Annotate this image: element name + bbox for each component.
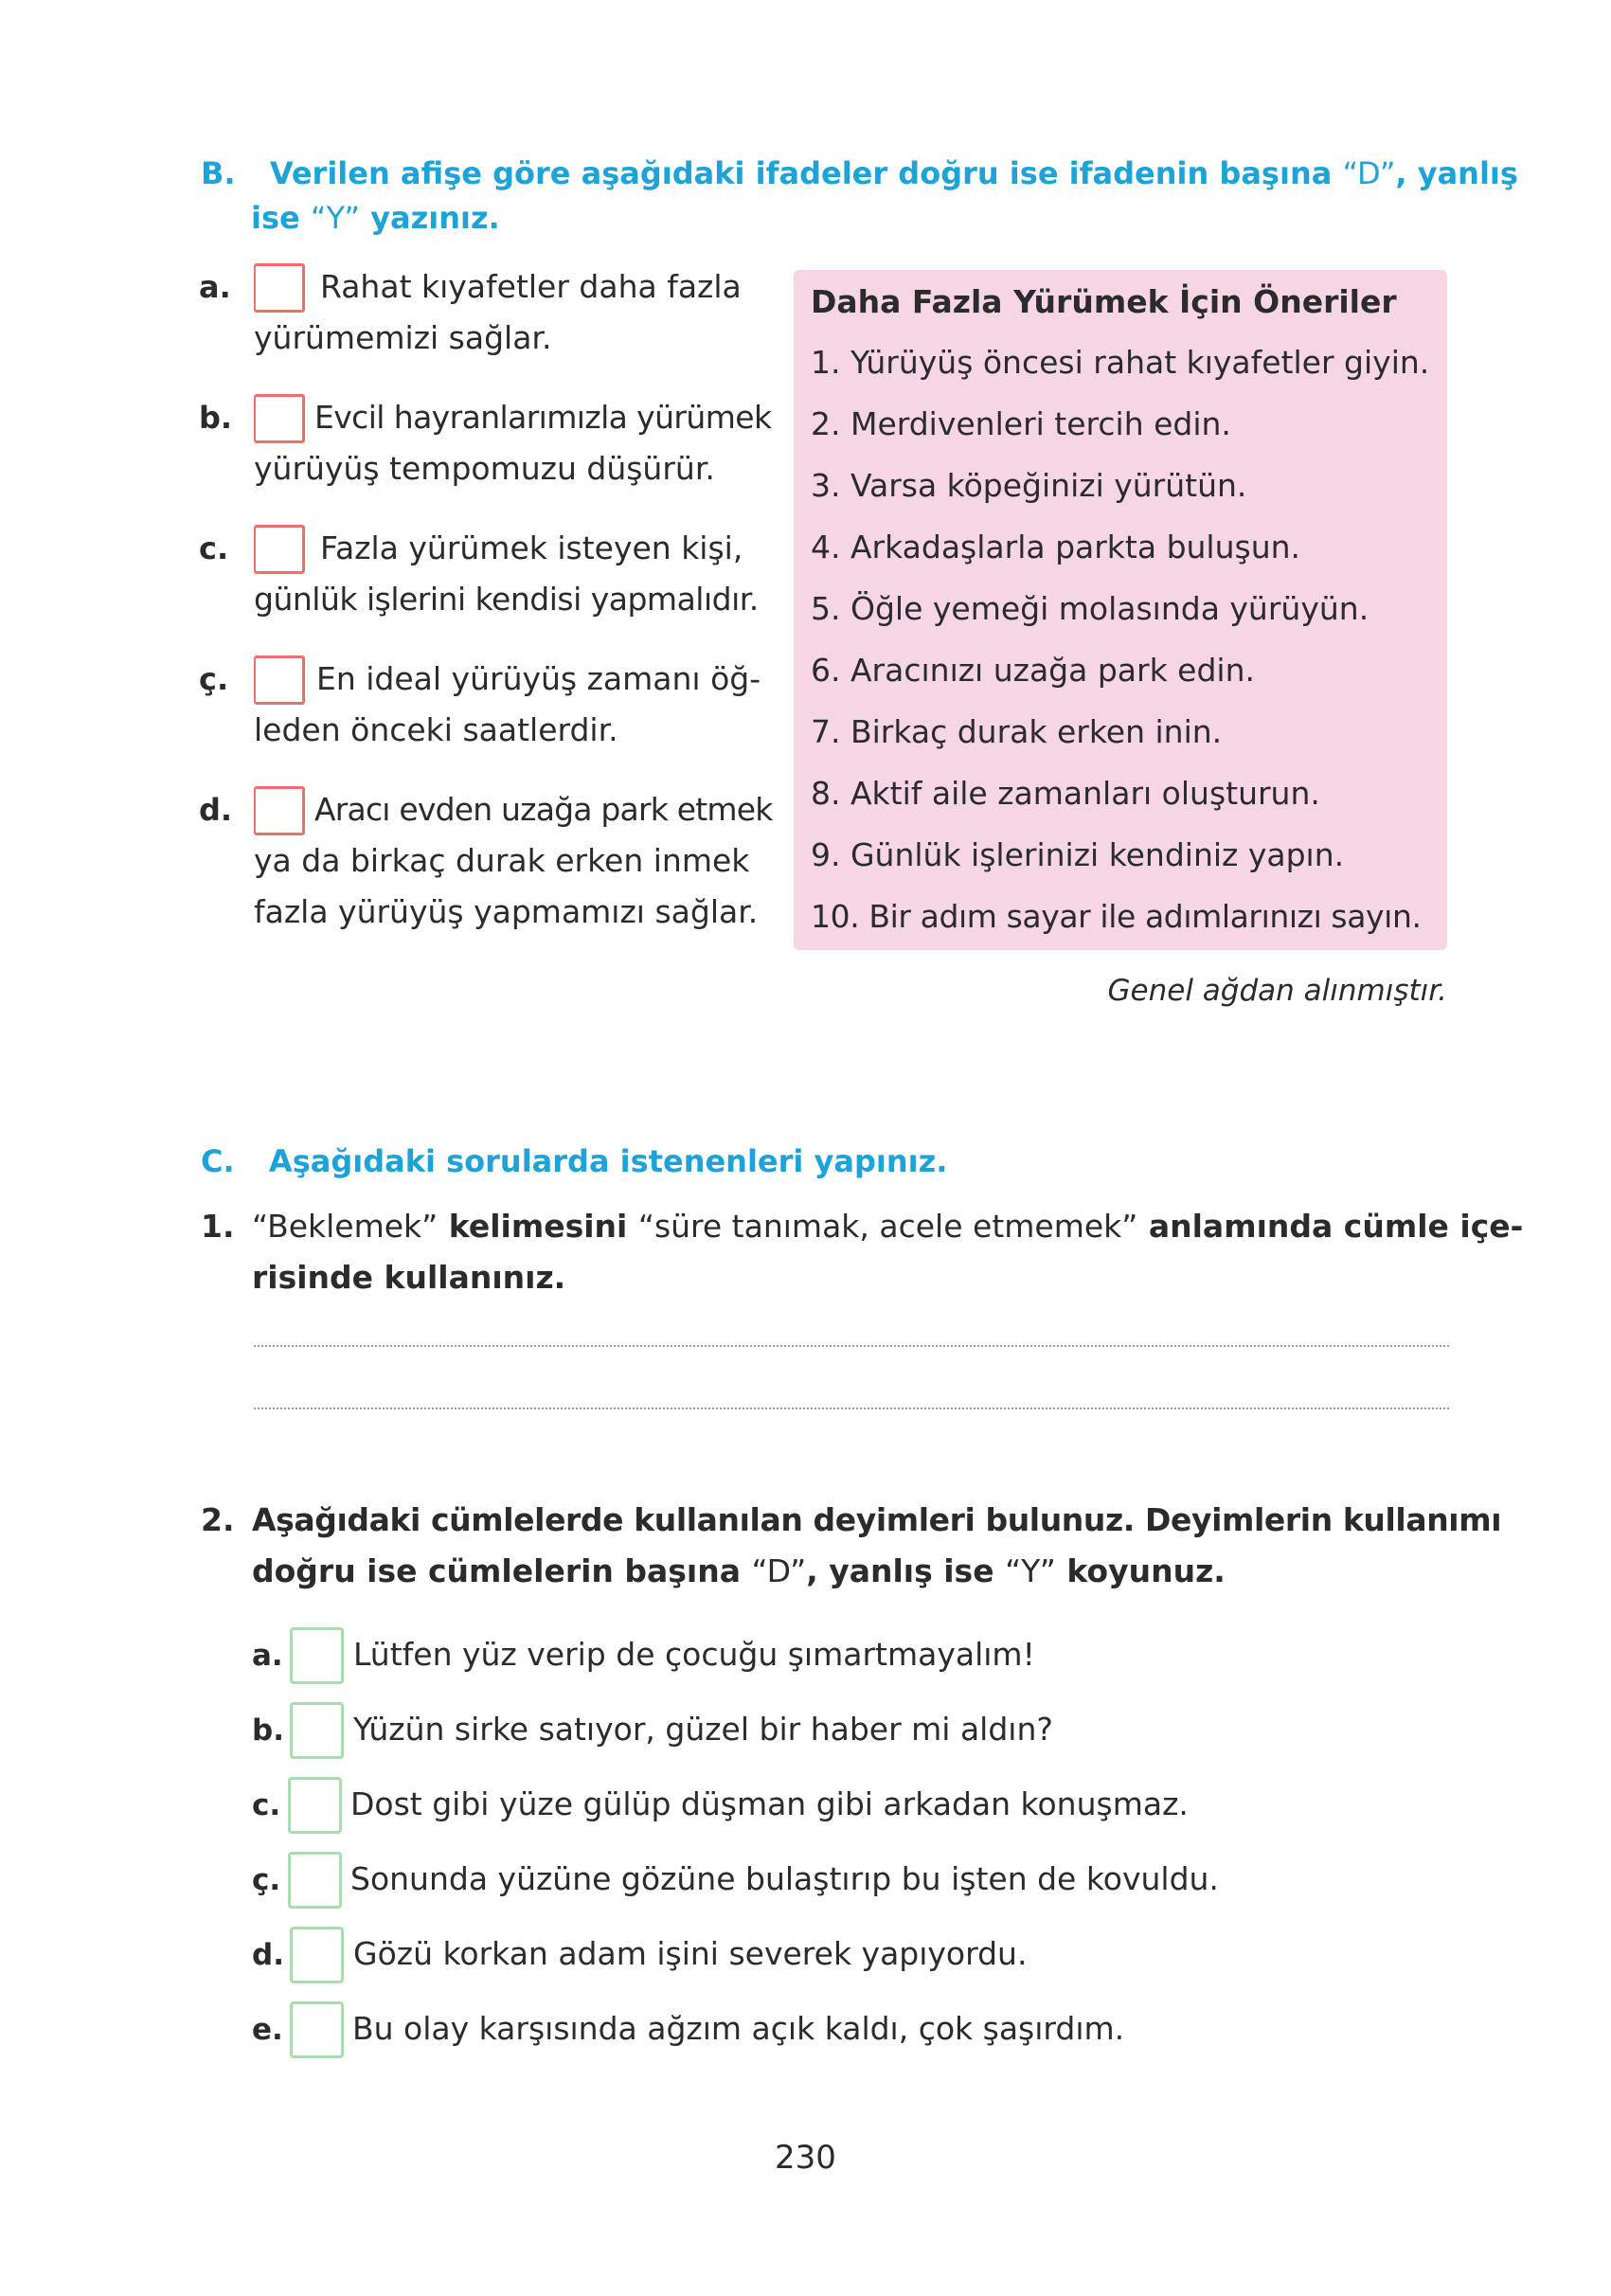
question-2-y-mark: “Y” (1005, 1552, 1056, 1589)
section-c-title-text: Aşağıdaki sorularda istenenleri yapınız. (268, 1143, 948, 1179)
section-b-title-part2: , yanlış (1395, 155, 1518, 191)
section-b-y-mark: “Y” (310, 200, 360, 236)
poster-item: 5. Öğle yemeği molasında yürüyün. (811, 590, 1369, 627)
section-b-title (201, 152, 1518, 241)
answer-box[interactable] (288, 1777, 342, 1834)
question-1-number: 1. (201, 1208, 235, 1245)
question-2-line2-part2: , yanlış ise (806, 1552, 1006, 1589)
section-c-letter: C. (201, 1143, 235, 1179)
answer-line[interactable] (254, 1345, 1449, 1347)
question-1-text (252, 1201, 1524, 1303)
answer-line[interactable] (254, 1408, 1449, 1409)
statement-line1: En ideal yürüyüş zamanı öğ- (316, 660, 761, 697)
idiom-item (252, 1777, 1294, 1834)
section-b-letter: B. (201, 155, 236, 191)
question-2-line2-part1: doğru ise cümlelerin başına (252, 1552, 752, 1589)
answer-box[interactable] (254, 786, 305, 835)
idiom-text: Bu olay karşısında ağzım açık kaldı, çok şaşırdım. (352, 2010, 1125, 2047)
poster-item: 10. Bir adım sayar ile adımlarınızı sayın. (811, 898, 1422, 935)
statement-line3: fazla yürüyüş yapmamızı sağlar. (254, 893, 759, 930)
statement-line1: Rahat kıyafetler daha fazla (320, 268, 742, 305)
statement-letter: b. (199, 400, 233, 436)
question-1-quote1: “Beklemek” (252, 1208, 439, 1245)
answer-box[interactable] (290, 1702, 344, 1759)
section-c-title (201, 1139, 947, 1184)
poster-item: 7. Birkaç durak erken inin. (811, 713, 1223, 750)
statement-line2: günlük işlerini kendisi yapmalıdır. (254, 581, 759, 618)
poster-item: 9. Günlük işlerinizi kendiniz yapın. (811, 836, 1345, 873)
idiom-item (252, 1927, 1294, 1983)
section-b-title-line2-part1: ise (251, 200, 311, 236)
idiom-letter: d. (252, 1938, 284, 1972)
answer-box[interactable] (254, 263, 305, 313)
question-2-line1: Aşağıdaki cümlelerde kullanılan deyimleri bulunuz. Deyimlerin kullanımı (252, 1501, 1502, 1538)
idiom-letter: e. (252, 2013, 283, 2047)
statement-line2: ya da birkaç durak erken inmek (254, 842, 750, 879)
idiom-letter: a. (252, 1639, 283, 1673)
idiom-list (252, 1627, 1294, 2063)
question-2-text (252, 1495, 1502, 1597)
idiom-text: Lütfen yüz verip de çocuğu şımartmayalım! (353, 1636, 1035, 1673)
question-1-bold2: anlamında cümle içe- (1137, 1208, 1524, 1245)
idiom-letter: c. (252, 1788, 281, 1822)
poster-source: Genel ağdan alınmıştır. (1107, 974, 1447, 1008)
question-2-d-mark: “D” (751, 1552, 807, 1589)
statement-letter: ç. (199, 661, 229, 697)
idiom-text: Yüzün sirke satıyor, güzel bir haber mi aldın? (353, 1711, 1053, 1748)
answer-box[interactable] (254, 394, 305, 443)
statement-line2: yürüyüş tempomuzu düşürür. (254, 450, 715, 487)
section-b-title-line2-part2: yazınız. (360, 200, 500, 236)
poster (794, 270, 1447, 950)
answer-box[interactable] (254, 655, 305, 705)
answer-box[interactable] (254, 525, 305, 574)
statement-letter: a. (199, 269, 231, 305)
section-b-d-mark: “D” (1342, 155, 1396, 191)
statement-line2: yürümemizi sağlar. (254, 319, 552, 356)
page-number: 230 (775, 2139, 836, 2177)
answer-box[interactable] (290, 2001, 344, 2058)
poster-item: 8. Aktif aile zamanları oluşturun. (811, 775, 1320, 812)
answer-box[interactable] (290, 1927, 344, 1983)
statement-line1: Aracı evden uzağa park etmek (314, 791, 773, 828)
idiom-text: Dost gibi yüze gülüp düşman gibi arkadan konuşmaz. (350, 1785, 1189, 1822)
idiom-text: Gözü korkan adam işini severek yapıyordu. (353, 1935, 1028, 1972)
idiom-item (252, 1702, 1294, 1759)
idiom-item (252, 2001, 1294, 2058)
poster-item: 6. Aracınızı uzağa park edin. (811, 652, 1255, 689)
statement-line2: leden önceki saatlerdir. (254, 711, 618, 748)
question-1-line2: risinde kullanınız. (252, 1259, 566, 1296)
poster-item: 4. Arkadaşlarla parkta buluşun. (811, 529, 1301, 565)
poster-item: 3. Varsa köpeğinizi yürütün. (811, 467, 1247, 504)
idiom-item (252, 1852, 1294, 1909)
statement-letter: d. (199, 792, 233, 828)
answer-box[interactable] (288, 1852, 342, 1909)
question-2-number: 2. (201, 1501, 235, 1538)
question-1-quote2: “süre tanımak, acele etmemek” (637, 1208, 1138, 1245)
answer-box[interactable] (290, 1627, 344, 1684)
poster-item: 2. Merdivenleri tercih edin. (811, 405, 1231, 442)
poster-item: 1. Yürüyüş öncesi rahat kıyafetler giyin. (811, 344, 1430, 381)
idiom-text: Sonunda yüzüne gözüne bulaştırıp bu işten de kovuldu. (350, 1860, 1219, 1897)
section-b-title-part1: Verilen afişe göre aşağıdaki ifadeler doğru ise ifadenin başına (269, 155, 1343, 191)
question-1-bold1: kelimesini (438, 1208, 638, 1245)
statement-letter: c. (199, 530, 229, 566)
poster-title: Daha Fazla Yürümek İçin Öneriler (811, 283, 1397, 320)
question-2-line2-part3: koyunuz. (1055, 1552, 1226, 1589)
statement-line1: Fazla yürümek isteyen kişi, (320, 529, 743, 566)
idiom-letter: b. (252, 1713, 284, 1748)
statement-list (199, 261, 773, 943)
idiom-item (252, 1627, 1294, 1684)
statement-line1: Evcil hayranlarımızla yürümek (314, 399, 772, 436)
idiom-letter: ç. (252, 1863, 281, 1897)
